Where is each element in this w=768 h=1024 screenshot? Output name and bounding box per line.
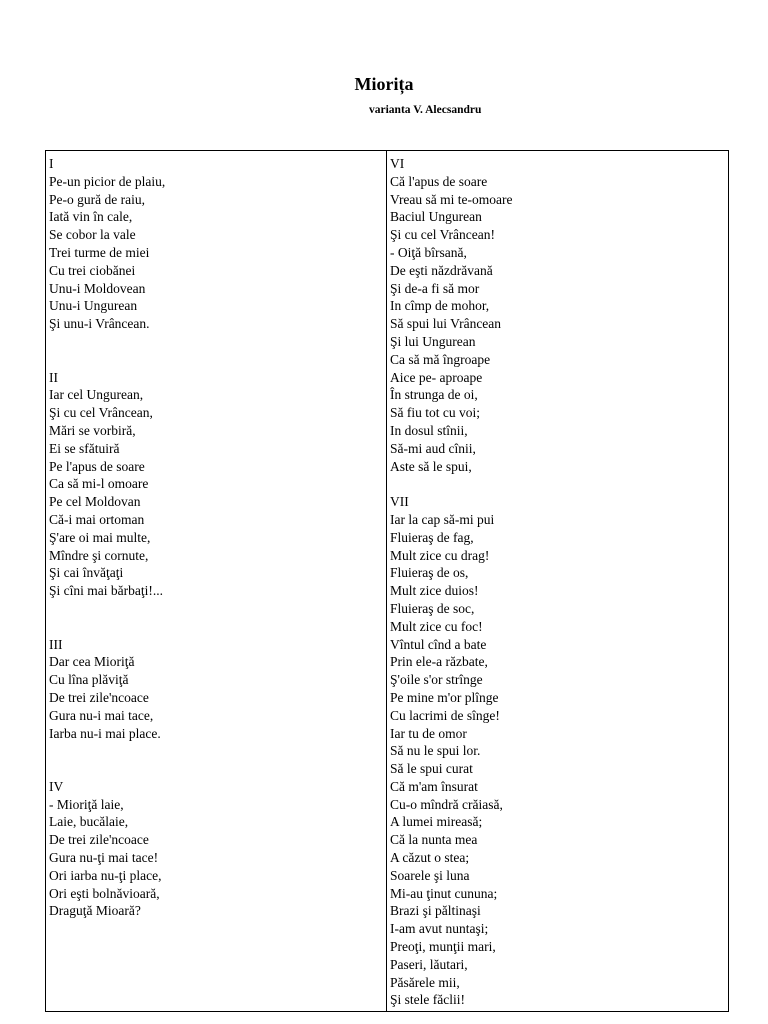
poem-line: Şi de-a fi să mor <box>390 280 480 296</box>
left-column <box>46 151 387 1011</box>
poem-line: Cu lîna plăviţă <box>49 672 129 688</box>
poem-line: Iar tu de omor <box>390 725 467 741</box>
poem-line: Ei se sfătuiră <box>49 440 120 456</box>
poem-line <box>390 475 728 493</box>
poem-line: A căzut o stea; <box>390 850 470 866</box>
poem-line: Baciul Ungurean <box>390 209 482 225</box>
poem-line: Gura nu-i mai tace, <box>49 707 154 723</box>
poem-line: Să fiu tot cu voi; <box>390 405 480 421</box>
poem-line: Vîntul cînd a bate <box>390 636 487 652</box>
poem-line: I-am avut nuntaşi; <box>390 921 489 937</box>
poem-line: Mi-au ţinut cununa; <box>390 885 498 901</box>
poem-line: Iar la cap să-mi pui <box>390 511 495 527</box>
poem-line: Trei turme de miei <box>49 244 150 260</box>
poem-line: Că-i mai ortoman <box>49 511 145 527</box>
poem-line: - Oiţă bîrsană, <box>390 244 467 260</box>
poem-line: Ori eşti bolnăvioară, <box>49 885 160 901</box>
poem-line: Mult zice duios! <box>390 583 479 599</box>
poem-line: Fluieraş de fag, <box>390 529 474 545</box>
poem-line <box>49 333 386 351</box>
poem-line: Şi stele făclii! <box>390 992 465 1008</box>
poem-line: Pe-un picior de plaiu, <box>49 173 166 189</box>
poem-table <box>45 150 729 1012</box>
poem-line: De trei zile'ncoace <box>49 689 149 705</box>
poem-line: Mări se vorbiră, <box>49 422 136 438</box>
poem-line: Şi cu cel Vrâncean, <box>49 405 153 421</box>
poem-line: Cu trei ciobănei <box>49 262 136 278</box>
poem-line: Şi unu-i Vrâncean. <box>49 316 150 332</box>
poem-subtitle: varianta V. Alecsandru <box>369 104 482 116</box>
poem-line: Draguţă Mioară? <box>49 903 141 919</box>
poem-line <box>49 351 386 369</box>
poem-line: Cu lacrimi de sînge! <box>390 707 500 723</box>
poem-line: Iată vin în cale, <box>49 209 133 225</box>
poem-line: Brazi şi păltinaşi <box>390 903 481 919</box>
poem-line: Pe mine m'or plînge <box>390 689 499 705</box>
poem-line: Paseri, lăutari, <box>390 956 468 972</box>
poem-line: Că m'am însurat <box>390 778 478 794</box>
poem-title: Miorița <box>354 74 414 94</box>
poem-line: Dar cea Mioriţă <box>49 654 135 670</box>
poem-line: Laie, bucălaie, <box>49 814 129 830</box>
poem-line: Ş'oile s'or strînge <box>390 672 483 688</box>
poem-line: Iar cel Ungurean, <box>49 387 144 403</box>
poem-line: Fluieraş de soc, <box>390 600 475 616</box>
poem-line: In cîmp de mohor, <box>390 298 490 314</box>
poem-line: VII <box>390 494 409 510</box>
poem-line: Şi lui Ungurean <box>390 333 476 349</box>
poem-line: Unu-i Ungurean <box>49 298 138 314</box>
poem-line: Mult zice cu foc! <box>390 618 483 634</box>
poem-line: Ş'are oi mai multe, <box>49 529 151 545</box>
poem-line: Să spui lui Vrâncean <box>390 316 502 332</box>
poem-line: Şi cai învăţaţi <box>49 565 124 581</box>
poem-line: Preoţi, munţii mari, <box>390 939 496 955</box>
poem-line: De trei zile'ncoace <box>49 832 149 848</box>
poem-line: În strunga de oi, <box>390 387 478 403</box>
poem-line: Ca să mă îngroape <box>390 351 491 367</box>
poem-line: Păsărele mii, <box>390 974 460 990</box>
poem-line: Pe cel Moldovan <box>49 494 141 510</box>
poem-line: Fluieraş de os, <box>390 565 469 581</box>
poem-line: In dosul stînii, <box>390 422 468 438</box>
poem-line: IV <box>49 778 64 794</box>
poem-line: Şi cu cel Vrâncean! <box>390 227 496 243</box>
poem-line <box>49 742 386 760</box>
poem-line: - Mioriţă laie, <box>49 796 124 812</box>
poem-line: Soarele şi luna <box>390 867 470 883</box>
poem-line: Pe-o gură de raiu, <box>49 191 145 207</box>
poem-line: Vreau să mi te-omoare <box>390 191 513 207</box>
poem-line: III <box>49 636 63 652</box>
poem-line: Ori iarba nu-ţi place, <box>49 867 162 883</box>
poem-line: Pe l'apus de soare <box>49 458 145 474</box>
poem-line: Prin ele-a răzbate, <box>390 654 488 670</box>
poem-line: Să-mi aud cînii, <box>390 440 476 456</box>
poem-line: Se cobor la vale <box>49 227 136 243</box>
poem-line: Cu-o mîndră crăiasă, <box>390 796 503 812</box>
poem-line: I <box>49 156 54 171</box>
poem-line: Că la nunta mea <box>390 832 478 848</box>
poem-line: Unu-i Moldovean <box>49 280 146 296</box>
poem-line <box>49 618 386 636</box>
poem-line: Aste să le spui, <box>390 458 472 474</box>
poem-line: Că l'apus de soare <box>390 173 488 189</box>
poem-line: Mult zice cu drag! <box>390 547 490 563</box>
poem-line <box>49 600 386 618</box>
poem-line: II <box>49 369 58 385</box>
poem-line: A lumei mireasă; <box>390 814 483 830</box>
right-column <box>387 151 728 1011</box>
poem-line: Să le spui curat <box>390 761 473 777</box>
poem-line: Iarba nu-i mai place. <box>49 725 161 741</box>
poem-line: Ca să mi-l omoare <box>49 476 149 492</box>
poem-line: Şi cîni mai bărbaţi!... <box>49 583 163 599</box>
poem-line: VI <box>390 156 405 171</box>
poem-line <box>49 760 386 778</box>
poem-line: Gura nu-ţi mai tace! <box>49 850 159 866</box>
poem-line: Să nu le spui lor. <box>390 743 481 759</box>
poem-line: Aice pe- aproape <box>390 369 483 385</box>
poem-line: Mîndre şi cornute, <box>49 547 149 563</box>
poem-line: De eşti năzdrăvană <box>390 262 493 278</box>
